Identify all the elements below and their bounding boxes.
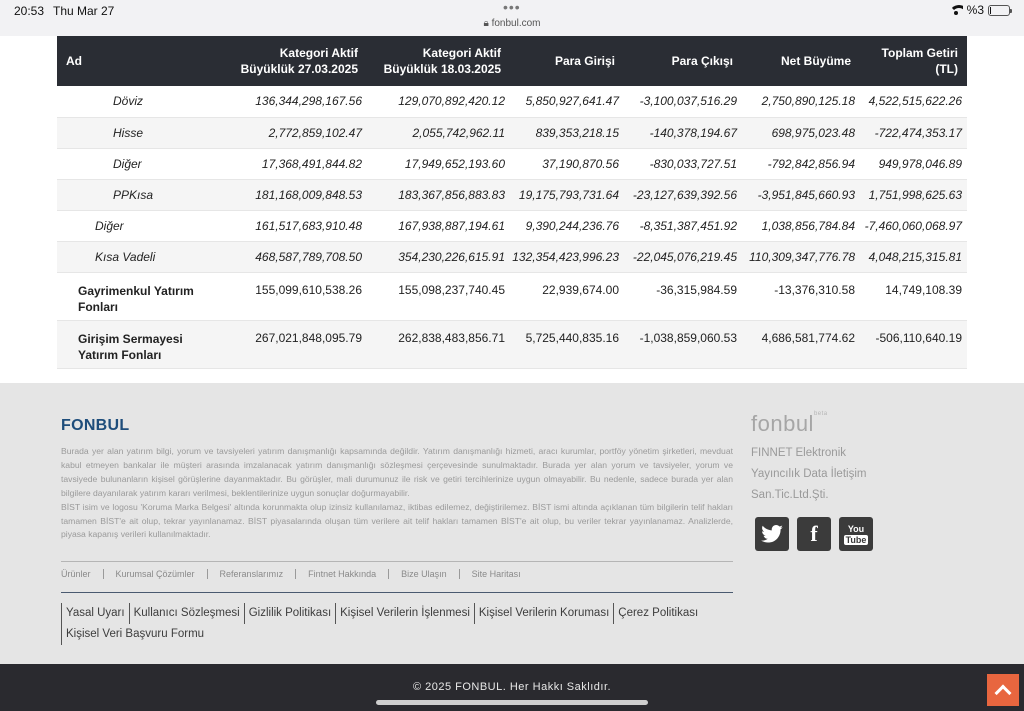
twitter-icon[interactable] <box>755 517 789 551</box>
cell-para-girisi: 22,939,674.00 <box>510 272 624 320</box>
footer-link-urunler[interactable]: Ürünler <box>61 569 91 579</box>
wifi-icon <box>949 5 963 15</box>
url-text: fonbul.com <box>491 18 541 29</box>
footer-divider <box>61 561 733 562</box>
legal-link-gizlilik-politikasi[interactable]: Gizlilik Politikası <box>244 603 335 624</box>
legal-link-kisisel-verilerin-islenmesi[interactable]: Kişisel Verilerin İşlenmesi <box>335 603 474 624</box>
cell-kategori-27: 155,099,610,538.26 <box>224 272 367 320</box>
column-header-kategori-aktif-27[interactable]: Kategori Aktif Büyüklük 27.03.2025 <box>224 36 367 86</box>
company-line: San.Tic.Ltd.Şti. <box>751 489 829 501</box>
table-row <box>57 241 967 272</box>
cell-kategori-18: 2,055,742,962.11 <box>367 117 510 148</box>
cell-para-girisi: 9,390,244,236.76 <box>510 210 624 241</box>
legal-link-kullanici-sozlesmesi[interactable]: Kullanıcı Sözleşmesi <box>129 603 244 624</box>
battery-level <box>990 7 991 14</box>
battery-icon <box>988 5 1010 16</box>
cell-net-buyume: -792,842,856.94 <box>742 148 860 179</box>
footer-brand-title: FONBUL <box>61 417 130 434</box>
column-header-ad[interactable]: Ad <box>57 36 224 86</box>
cell-toplam-getiri: 4,522,515,622.26 <box>860 86 967 117</box>
cell-para-girisi: 132,354,423,996.23 <box>510 241 624 272</box>
table-row <box>57 320 967 368</box>
legal-link-kisisel-verilerin-korumasi[interactable]: Kişisel Verilerin Koruması <box>474 603 613 624</box>
company-info <box>751 443 866 506</box>
column-header-net-buyume[interactable]: Net Büyüme <box>742 36 860 86</box>
column-header-toplam-getiri[interactable]: Toplam Getiri (TL) <box>860 36 967 86</box>
cell-para-cikisi: -36,315,984.59 <box>624 272 742 320</box>
row-name: Gayrimenkul Yatırım Fonları <box>57 272 224 320</box>
footer-link-fintnet-hakkinda[interactable]: Fintnet Hakkında <box>295 569 388 579</box>
cell-para-cikisi: -1,038,859,060.53 <box>624 320 742 368</box>
cell-para-girisi: 5,725,440,835.16 <box>510 320 624 368</box>
legal-link-yasal-uyari[interactable]: Yasal Uyarı <box>61 603 129 624</box>
cell-para-cikisi: -8,351,387,451.92 <box>624 210 742 241</box>
cell-para-girisi: 5,850,927,641.47 <box>510 86 624 117</box>
footer-link-referanslarimiz[interactable]: Referanslarımız <box>207 569 296 579</box>
cell-kategori-18: 17,949,652,193.60 <box>367 148 510 179</box>
address-bar[interactable] <box>0 18 1024 29</box>
company-line: FINNET Elektronik <box>751 447 847 459</box>
cell-kategori-18: 183,367,856,883.83 <box>367 179 510 210</box>
cell-para-girisi: 839,353,218.15 <box>510 117 624 148</box>
footer-link-kurumsal-cozumler[interactable]: Kurumsal Çözümler <box>103 569 207 579</box>
cell-para-cikisi: -140,378,194.67 <box>624 117 742 148</box>
copyright-bar <box>0 664 1024 711</box>
legal-link-kisisel-veri-basvuru-formu[interactable]: Kişisel Veri Başvuru Formu <box>61 624 208 645</box>
cell-toplam-getiri: 14,749,108.39 <box>860 272 967 320</box>
row-name: Diğer <box>57 148 224 179</box>
bist-notice-text: BİST isim ve logosu 'Koruma Marka Belgesi' altında korunmakta olup izinsiz kullanılamaz, iktibas edilemez, değiştirilemez. BİST ismi altında açıklanan tüm bilgilerin telif hakları tamamen BİST'e ait olup, tekrar yayınlanamaz. BİST piyasalarında oluşan tüm verilere ait telif hakları tamamen BİST'e ait olup, bu veriler tekrar yayınlanamaz. Analizlerde, piyasa kapanış verileri kullanılmaktadır. <box>61 501 733 540</box>
row-name: Girişim Sermayesi Yatırım Fonları <box>57 320 224 368</box>
status-date: Thu Mar 27 <box>53 4 115 18</box>
cell-toplam-getiri: 1,751,998,625.63 <box>860 179 967 210</box>
site-footer <box>0 383 1024 664</box>
copyright-text: © 2025 FONBUL. Her Hakkı Saklıdır. <box>412 681 612 693</box>
table-row <box>57 179 967 210</box>
cell-net-buyume: -13,376,310.58 <box>742 272 860 320</box>
row-name: Döviz <box>57 86 224 117</box>
cell-net-buyume: 1,038,856,784.84 <box>742 210 860 241</box>
cell-net-buyume: 698,975,023.48 <box>742 117 860 148</box>
disclaimer-text: Burada yer alan yatırım bilgi, yorum ve tavsiyeleri yatırım danışmanlığı kapsamında değildir. Yatırım danışmanlığı hizmeti, aracı kurumlar, portföy yönetim şirketleri, mevduat kabul etmeyen bankalar ile müşteri arasında imzalanacak yatırım danışmanlığı sözleşmesi çerçevesinde sunulmaktadır. Burada yer alan yorum ve tavsiyeler, yorum ve tavsiyede bulunanların kişisel görüşlerine dayanmaktadır. Bu görüşler, mali durumunuz ile risk ve getiri tercihlerinize uygun olmayabilir. Bu nedenle, sadece burada yer alan bilgilere dayanılarak yatırım kararı verilmesi, beklentilerinize uygun sonuçlar doğurmayabilir. <box>61 446 733 498</box>
cell-para-cikisi: -22,045,076,219.45 <box>624 241 742 272</box>
youtube-icon[interactable]: You Tube <box>839 517 873 551</box>
chevron-up-icon <box>995 685 1012 702</box>
footer-divider <box>61 592 733 593</box>
column-header-kategori-aktif-18[interactable]: Kategori Aktif Büyüklük 18.03.2025 <box>367 36 510 86</box>
status-time: 20:53 <box>14 4 45 18</box>
footer-legal-links <box>61 603 733 645</box>
cell-kategori-27: 181,168,009,848.53 <box>224 179 367 210</box>
footer-link-bize-ulasin[interactable]: Bize Ulaşın <box>388 569 459 579</box>
legal-link-cerez-politikasi[interactable]: Çerez Politikası <box>613 603 702 624</box>
scroll-to-top-button[interactable] <box>987 674 1019 706</box>
row-name: Kısa Vadeli <box>57 241 224 272</box>
company-line: Yayıncılık Data İletişim <box>751 468 867 480</box>
fund-category-table <box>57 36 967 369</box>
cell-toplam-getiri: -722,474,353.17 <box>860 117 967 148</box>
table-row <box>57 272 967 320</box>
row-name: PPKısa <box>57 179 224 210</box>
status-bar <box>0 0 1024 36</box>
cell-kategori-18: 155,098,237,740.45 <box>367 272 510 320</box>
cell-toplam-getiri: 949,978,046.89 <box>860 148 967 179</box>
table-row <box>57 148 967 179</box>
table-row <box>57 117 967 148</box>
cell-net-buyume: -3,951,845,660.93 <box>742 179 860 210</box>
cell-net-buyume: 110,309,347,776.78 <box>742 241 860 272</box>
more-dots-icon[interactable]: ••• <box>503 0 521 15</box>
table-row <box>57 86 967 117</box>
battery-percent: %3 <box>966 3 984 17</box>
cell-net-buyume: 2,750,890,125.18 <box>742 86 860 117</box>
table-row <box>57 210 967 241</box>
row-name: Diğer <box>57 210 224 241</box>
cell-kategori-18: 167,938,887,194.61 <box>367 210 510 241</box>
cell-para-girisi: 19,175,793,731.64 <box>510 179 624 210</box>
cell-toplam-getiri: -7,460,060,068.97 <box>860 210 967 241</box>
table-header-row <box>57 36 967 86</box>
home-indicator[interactable] <box>376 700 648 705</box>
cell-para-cikisi: -23,127,639,392.56 <box>624 179 742 210</box>
status-indicators <box>949 3 1010 17</box>
cell-toplam-getiri: -506,110,640.19 <box>860 320 967 368</box>
cell-kategori-27: 267,021,848,095.79 <box>224 320 367 368</box>
cell-kategori-18: 262,838,483,856.71 <box>367 320 510 368</box>
column-header-para-girisi[interactable]: Para Girişi <box>510 36 624 86</box>
cell-para-cikisi: -830,033,727.51 <box>624 148 742 179</box>
cell-kategori-27: 2,772,859,102.47 <box>224 117 367 148</box>
cell-net-buyume: 4,686,581,774.62 <box>742 320 860 368</box>
cell-toplam-getiri: 4,048,215,315.81 <box>860 241 967 272</box>
cell-kategori-27: 136,344,298,167.56 <box>224 86 367 117</box>
footer-link-site-haritasi[interactable]: Site Haritası <box>459 569 533 579</box>
lock-icon: 🔒︎ <box>483 18 489 29</box>
column-header-para-cikisi[interactable]: Para Çıkışı <box>624 36 742 86</box>
footer-nav-links <box>61 569 733 579</box>
row-name: Hisse <box>57 117 224 148</box>
cell-kategori-18: 129,070,892,420.12 <box>367 86 510 117</box>
fonbul-logo[interactable]: fonbul$^{beta}$ <box>751 411 828 436</box>
cell-kategori-18: 354,230,226,615.91 <box>367 241 510 272</box>
cell-kategori-27: 468,587,789,708.50 <box>224 241 367 272</box>
cell-kategori-27: 17,368,491,844.82 <box>224 148 367 179</box>
cell-kategori-27: 161,517,683,910.48 <box>224 210 367 241</box>
cell-para-girisi: 37,190,870.56 <box>510 148 624 179</box>
cell-para-cikisi: -3,100,037,516.29 <box>624 86 742 117</box>
facebook-icon[interactable]: f <box>797 517 831 551</box>
footer-disclaimer <box>61 445 733 542</box>
